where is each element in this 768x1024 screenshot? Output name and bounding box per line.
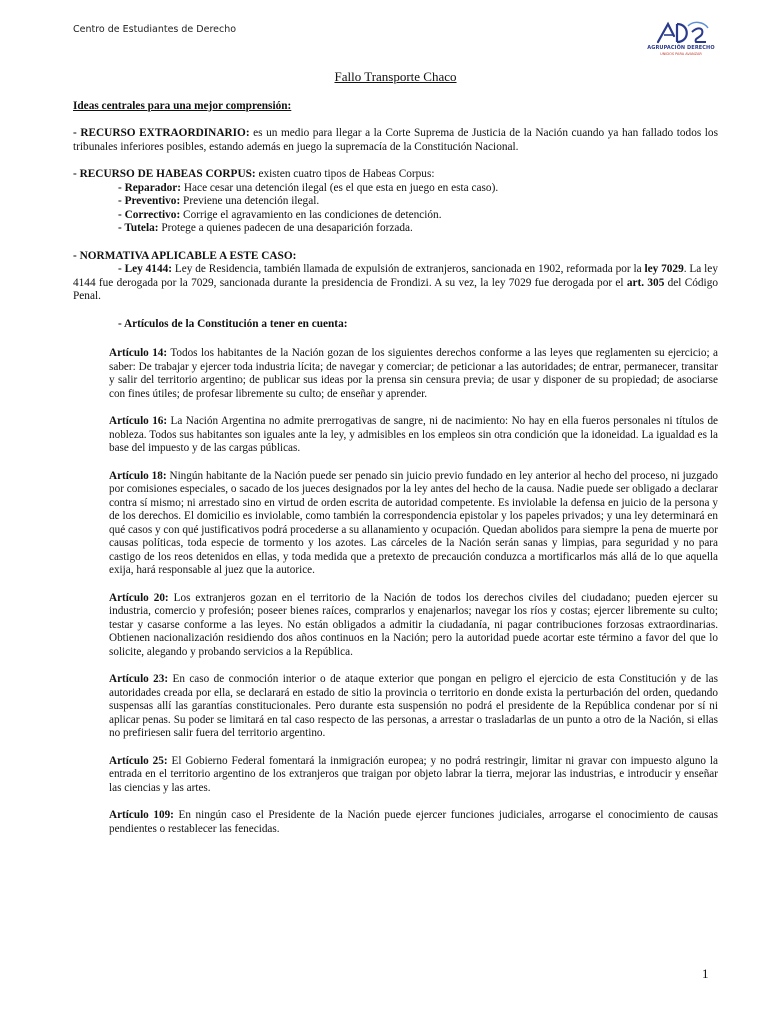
articulo-25 xyxy=(109,755,718,796)
habeas-item-reparador xyxy=(73,182,718,196)
ley-text: . La ley 4144 fue derogada por la 7029, sancionada durante la presidencia de Frondizi. A su vez, la ley 7029 fue derogada por el xyxy=(73,263,718,289)
articulo-109 xyxy=(109,809,718,836)
habeas-item-label: - Preventivo: xyxy=(118,195,181,207)
ade-logo-icon xyxy=(644,20,718,46)
section-subtitle: Ideas centrales para una mejor comprensión: xyxy=(73,99,292,112)
articulo-label: Artículo 23: xyxy=(109,673,169,685)
ley-4144-paragraph xyxy=(73,263,718,304)
habeas-item-tutela xyxy=(73,222,718,236)
ley-4144-label: - Ley 4144: xyxy=(118,263,173,275)
articulo-label: Artículo 18: xyxy=(109,469,167,482)
habeas-item-text: Hace cesar una detención ilegal (es el que esta en juego en esta caso). xyxy=(181,181,499,194)
articulo-label: Artículo 25: xyxy=(109,754,168,767)
articulo-20 xyxy=(109,592,718,660)
logo-text: AGRUPACIÓN DERECHO xyxy=(647,45,715,51)
header-org-name: Centro de Estudiantes de Derecho xyxy=(73,24,237,35)
articulo-23 xyxy=(109,673,718,741)
habeas-item-label: - Reparador: xyxy=(118,181,182,194)
articulo-text: El Gobierno Federal fomentará la inmigración europea; y no podrá restringir, limitar ni gravar con impuesto alguno la entrada en el territorio argentino de los extranjeros que traigan por objeto labrar la tierra, mejorar las industrias, e introducir y enseñar las ciencias y las artes. xyxy=(109,754,718,794)
habeas-corpus-intro xyxy=(73,168,718,182)
organization-logo xyxy=(644,20,718,62)
normativa-section xyxy=(73,250,718,304)
habeas-item-label: - Correctivo: xyxy=(118,208,181,221)
habeas-item-label: - Tutela: xyxy=(118,222,159,234)
articulos-heading: - Artículos de la Constitución a tener en cuenta: xyxy=(118,317,348,330)
articulo-text: Ningún habitante de la Nación puede ser penado sin juicio previo fundado en ley anterior al hecho del proceso, ni juzgado por comisiones especiales, o sacado de los jueces designados por la ley antes del hecho de la causa. Nadie puede ser obligado a declarar contra sí mismo; ni arrestado sino en virtud de orden escrita de autoridad competente. Es inviolable la defensa en juicio de la persona y de los derechos. El domicilio es inviolable, como también la correspondencia epistolar y los papeles privados; y una ley determinará en qué casos y con qué justificativos podrá procederse a su allanamiento y ocupación. Quedan abolidos para siempre la pena de muerte por causas políticas, toda especie de tormento y los azotes. Las cárceles de la Nación serán sanas y limpias, para seguridad y no para castigo de los reos detenidos en ellas, y toda medida que a pretexto de precaución conduzca a mortificarlos más allá de lo que aquella exija, hará responsable al juez que la autorice. xyxy=(109,469,719,576)
document-title: Fallo Transporte Chaco xyxy=(334,69,457,84)
habeas-item-text: Corrige el agravamiento en las condiciones de detención. xyxy=(180,208,442,221)
ley-text: del Código Penal. xyxy=(73,276,718,302)
art-305-ref: art. 305 xyxy=(626,276,665,289)
habeas-item-text: Previene una detención ilegal. xyxy=(180,195,320,207)
recurso-extraordinario-text: es un medio para llegar a la Corte Suprema de Justicia de la Nación cuando ya han fallado todos los tribunales inferiores posibles, estando además en juego la supremacía de la Constitución Nacional. xyxy=(73,127,718,153)
ley-text: Ley de Residencia, también llamada de expulsión de extranjeros, sancionada en 1902, reformada por la xyxy=(172,263,645,275)
recurso-extraordinario-label: - RECURSO EXTRAORDINARIO: xyxy=(73,127,250,139)
articulo-label: Artículo 14: xyxy=(109,347,168,359)
articulo-label: Artículo 20: xyxy=(109,591,169,604)
page-number: 1 xyxy=(702,966,709,981)
habeas-corpus-section xyxy=(73,168,718,236)
articulo-text: Los extranjeros gozan en el territorio de la Nación de todos los derechos civiles del ciudadano; pueden ejercer su industria, comercio y profesión; poseer bienes raíces, comprarlos y enajenarlos; navegar los ríos y costas; ejercer libremente su culto; testar y casarse conforme a las leyes. No están obligados a admitir la ciudadanía, ni pagar contribuciones forzosas extraordinarias. Obtienen nacionalización residiendo dos años continuos en la Nación; pero la autoridad puede acortar este término a favor del que lo solicite, alegando y probando servicios a la República. xyxy=(109,591,718,658)
articulo-text: La Nación Argentina no admite prerrogativas de sangre, ni de nacimiento: No hay en ella fueros personales ni títulos de nobleza. Todos sus habitantes son iguales ante la ley, y admisibles en los empleos sin otra condición que la idoneidad. La igualdad es la base del impuesto y de las cargas públicas. xyxy=(109,415,718,454)
articulo-text: En ningún caso el Presidente de la Nación puede ejercer funciones judiciales, arrogarse el conocimiento de causas pendientes o restablecer las fenecidas. xyxy=(109,809,718,835)
articulo-16 xyxy=(109,415,718,456)
articulo-label: Artículo 109: xyxy=(109,809,174,821)
normativa-label: - NORMATIVA APLICABLE A ESTE CASO: xyxy=(73,249,297,262)
articulo-18 xyxy=(109,470,718,578)
articulo-text: En caso de conmoción interior o de ataque exterior que pongan en peligro el ejercicio de esta Constitución y de las autoridades creada por ella, se declarará en estado de sitio la provincia o territorio en donde exista la perturbación del orden, quedando suspensas allí las garantías constitucionales. Pero durante esta suspensión no podrá el presidente de la República condenar por sí ni aplicar penas. Su poder se limitará en tal caso respecto de las personas, a arrestar o trasladarlas de un punto a otro de la Nación, si ellas no prefiriesen salir fuera del territorio argentino. xyxy=(109,673,718,739)
habeas-item-preventivo xyxy=(73,195,718,209)
articulo-14 xyxy=(109,347,718,401)
logo-subtext: UNIDOS PARA AVANZAR xyxy=(660,52,702,56)
ley-7029-ref: ley 7029 xyxy=(644,263,684,275)
articulo-text: Todos los habitantes de la Nación gozan de los siguientes derechos conforme a las leyes que reglamenten su ejercicio; a saber: De trabajar y ejercer toda industria lícita; de navegar y comerciar; de peticionar a las autoridades; de entrar, permanecer, transitar y salir del territorio argentino; de publicar sus ideas por la prensa sin censura previa; de usar y disponer de su propiedad; de asociarse con fines útiles; de profesar libremente su culto; de enseñar y aprender. xyxy=(109,347,718,400)
articulo-label: Artículo 16: xyxy=(109,415,168,427)
habeas-item-correctivo xyxy=(73,209,718,223)
habeas-corpus-text: existen cuatro tipos de Habeas Corpus: xyxy=(255,168,435,180)
habeas-corpus-label: - RECURSO DE HABEAS CORPUS: xyxy=(73,168,256,180)
habeas-item-text: Protege a quienes padecen de una desaparición forzada. xyxy=(158,222,413,234)
document-body xyxy=(73,70,718,850)
recurso-extraordinario-paragraph xyxy=(73,127,718,154)
